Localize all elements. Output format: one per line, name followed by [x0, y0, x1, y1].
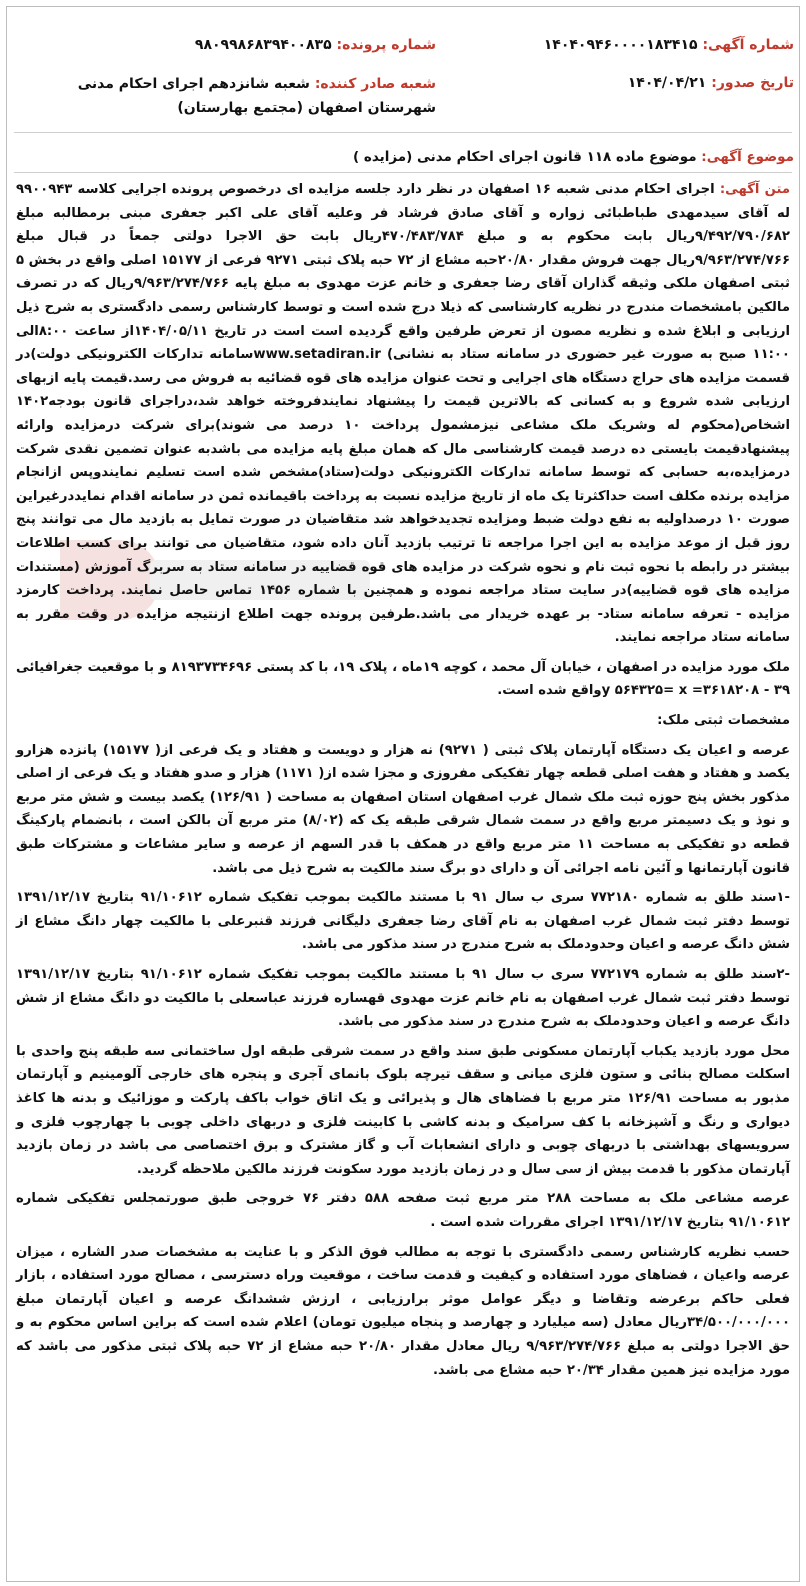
body-paragraph-area: عرصه مشاعی ملک به مساحت ۲۸۸ متر مربع ثبت صفحه ۵۸۸ دفتر ۷۶ خروجی طبق صورتمجلس تفکیکی شماره ۹۱/۱۰۶۱۲ بتاریخ ۱۳۹۱/۱۲/۱۷ اجرای مقررات شده است . [16, 1191, 791, 1230]
notice-number [544, 34, 794, 56]
notice-subject [353, 146, 794, 168]
body-paragraph-deed-2: -۲سند طلق به شماره ۷۷۲۱۷۹ سری ب سال ۹۱ با مستند مالکیت بموجب تفکیک شماره ۹۱/۱۰۶۱۲ بتاریخ ۱۳۹۱/۱۲/۱۷ توسط دفتر ثبت شمال غرب اصفهان به نام خانم عزت مهدوی قهساره فرزند عباسعلی با مالکیت دو دانگ مشاع از شش دانگ عرصه و اعیان وحدودملک به شرح مندرج در سند مذکور می باشد. [16, 967, 790, 1030]
issue-date-value: ۱۴۰۴/۰۴/۲۱ [627, 75, 707, 91]
notice-number-label: شماره آگهی: [702, 37, 794, 53]
subject-label: موضوع آگهی: [701, 149, 794, 165]
text-label: متن آگهی: [719, 182, 790, 197]
issuer-value: شعبه شانزدهم اجرای احکام مدنی شهرستان اصفهان (مجتمع بهارستان) [77, 76, 436, 116]
divider [14, 132, 792, 133]
issue-date [628, 72, 794, 94]
body-paragraph-appraisal: حسب نظریه کارشناس رسمی دادگستری با توجه به مطالب فوق الذکر و با عنایت به مشخصات صدر الشاره ، میزان عرصه واعیان ، فضاهای مورد استفاده و کیفیت و قدمت ساخت ، موقعیت وراه دسترسی ، مصالح مورد استفاده ، بازار فعلی حاکم برعرضه وتقاضا و دیگر عوامل موثر برارزیابی ، ارزش ششدانگ عرصه و اعیان آپارتمان مبلغ ۳۴/۵۰۰/۰۰۰/۰۰۰ریال معادل (سه میلیارد و چهارصد و پنجاه میلیون تومان) اعلام شده است که براین اساس محکوم به و حق الاجرا دولتی به مبلغ ۹/۹۶۳/۲۷۴/۷۶۶ ریال معادل مقدار ۲۰/۸۰ حبه مشاع از ۷۲ حبه پلاک ثبتی مذکور می باشد که مورد مزایده نیز همین مقدار ۲۰/۳۴ حبه مشاع می باشد. [16, 1244, 790, 1378]
divider [14, 172, 792, 173]
case-number-value: ۹۸۰۹۹۸۶۸۳۹۴۰۰۸۳۵ [194, 37, 332, 53]
notice-number-value: ۱۴۰۴۰۹۴۶۰۰۰۰۱۸۳۴۱۵ [543, 37, 698, 53]
case-number [195, 34, 436, 56]
subject-value: موضوع ماده ۱۱۸ قانون اجرای احکام مدنی (مزایده ) [353, 149, 697, 165]
body-paragraph-visit: محل مورد بازدید یکباب آپارتمان مسکونی طبق سند واقع در سمت شرقی طبقه اول ساختمانی سه طبقه پنج واحدی با اسکلت مصالح بنائی و ستون فلزی میانی و سقف تیرچه بلوک بانمای آجری و پنجره های خارجی آلومینیم و آپارتمان مذبور به مساحت ۱۲۶/۹۱ متر مربع با فضاهای هال و پذیرائی و یک اتاق خواب باکف پارکت و موزائیک و بدنه ها کاغذ دیواری و رنگ و آشپزخانه با کف سرامیک و بدنه کاشی با کابینت فلزی و دربهای داخلی چوبی با چهارچوب فلزی و سرویسهای بهداشتی با دربهای چوبی و دارای انشعابات آب و گاز مشترک و برق اختصاصی می باشد در زمان بازدید آپارتمان مذکور با قدمت بیش از سی سال و در زمان بازدید مورد سکونت فرزند مالکین ملاحظه گردید. [16, 1043, 790, 1177]
issuer-label: شعبه صادر کننده: [314, 76, 436, 92]
body-paragraph-registry: عرصه و اعیان یک دستگاه آپارتمان پلاک ثبتی ( ۹۲۷۱) نه هزار و دویست و هفتاد و یک فرعی از( ۱۵۱۷۷) پانزده هزارو یکصد و هفتاد و هفت اصلی قطعه چهار تفکیکی مفروزی و مجزا شده از( ۱۱۷۱) هزار و صدو هفتاد و یک فرعی از اصلی مذکور بخش پنج حوزه ثبت ملک شمال غرب اصفهان استان اصفهان به مساحت ( ۱۲۶/۹۱) یکصد بیست و شش متر مربع و نوذ و یک دسیمتر مربع واقع در سمت شمال شرقی طبقه یک که (۸/۰۲) متر مربع آن بالکن است ، بانضمام پارکینگ قطعه دو تفکیکی به مساحت ۱۱ متر مربع واقع در همکف با قدر السهم از عرصه و سایر مشاعات و مشترکات طبق قانون آپارتمانها و آئین نامه اجرائی آن و دارای دو برگ سند مالکیت به شرح ذیل می باشد. [16, 742, 791, 876]
case-number-label: شماره پرونده: [336, 37, 436, 53]
notice-body [16, 178, 790, 1388]
issue-date-label: تاریخ صدور: [711, 75, 794, 91]
issuer [16, 72, 436, 120]
body-paragraph-deed-1: -۱سند طلق به شماره ۷۷۲۱۸۰ سری ب سال ۹۱ با مستند مالکیت بموجب تفکیک شماره ۹۱/۱۰۶۱۲ بتاریخ ۱۳۹۱/۱۲/۱۷ توسط دفتر ثبت شمال غرب اصفهان به نام آقای رضا جعفری دلیگانی فرزند قنبرعلی با مالکیت چهار دانگ مشاع از شش دانگ عرصه و اعیان وحدودملک به شرح مندرج در سند مذکور می باشد. [16, 890, 790, 953]
body-paragraph-main [16, 178, 790, 650]
paragraph-text: اجرای احکام مدنی شعبه ۱۶ اصفهان در نظر دارد جلسه مزایده ای درخصوص پرونده اجرایی کلاسه ۹۹۰۰۹۴۳ له آقای سیدمهدی طباطبائی زواره و آقای صادق فرشاد فر وعلیه آقای علی اکبر جعفری مبنی برمطالبه مبلغ ۹/۴۹۲/۷۹۰/۶۸۲ریال بابت محکوم به و مبلغ ۴۷۰/۴۸۳/۷۸۴ریال بابت حق الاجرا دولتی جمعاً در قبال مبلغ ۹/۹۶۳/۲۷۴/۷۶۶ریال جهت فروش مقدار ۲۰/۸۰حبه مشاع از ۷۲ حبه پلاک ثبتی ۹۲۷۱ فرعی از ۱۵۱۷۷ اصلی واقع در بخش ۵ ثبتی اصفهان ملکی وثیقه گذاران آقای رضا جعفری و خانم عزت مهدوی به مبلغ پایه ۹/۹۶۳/۲۷۴/۷۶۶ریال که در تصرف مالکین بامشخصات مندرج در نظریه کارشناسی که ذیلا درج شده است و توسط کارشناس رسمی دادگستری به شرح ذیل ارزیابی و ابلاغ شده و نظریه مصون از تعرض طرفین واقع گردیده است است در تاریخ ۱۴۰۴/۰۵/۱۱از ساعت ۸:۰۰الی ۱۱:۰۰ صبح به صورت غیر حضوری در سامانه ستاد به نشانی) www.setadiran.irسامانه تدارکات الکترونیکی دولت)در قسمت مزایده های حراج دستگاه های اجرایی و تحت عنوان مزایده های قوه قضائیه به فروش می رسد.قیمت پایه ازبهای ارزیابی شده شروع و به کسانی که بالاترین قیمت را پیشنهاد نمایندفروخته خواهد شد،دراجرای قانون بودجه۱۴۰۲ اشخاص(محکوم له وشریک ملک مشاعی نیزمشمول پرداخت ۱۰ درصد می شوند)برای شرکت درمزایده وارائه پیشنهادقیمت بایستی ده درصد قیمت کارشناسی مال که همان مبلغ پایه مزایده می باشدبه عنوان تضمین نقدی شرکت درمزایده،به حسابی که توسط سامانه تدارکات الکترونیکی دولت(ستاد)مشخص شده است تسلیم نمایندوپس ازانجام مزایده برنده مکلف است حداکثرتا یک ماه از تاریخ مزایده نسبت به پرداخت باقیمانده ثمن در سامانه اقدام نمایددرغیراین صورت ۱۰ درصداولیه به نفع دولت ضبط ومزایده تجدیدخواهد شد متقاضیان در صورت تمایل به بازدید مال می توانند پنج روز قبل از موعد مزایده به این اجرا مراجعه تا ترتیب بازدید آنان داده شود، متقاضیان می توانند برای کسب اطلاعات بیشتر در رابطه با نحوه ثبت نام و نحوه شرکت در مزایده های قوه قضاییه در سامانه ستاد به سربرگ آموزش (مستندات مزایده های قوه قضاییه)در سایت ستاد مراجعه نموده و همچنین با شماره ۱۴۵۶ تماس حاصل نمایند. پرداخت کارمزد مزایده - تعرفه سامانه ستاد- بر عهده خریدار می باشد.طرفین پرونده جهت اطلاع ازنتیجه مزایده در وقت مقرر به سامانه ستاد مراجعه نمایند. [16, 182, 791, 646]
body-paragraph-location: ملک مورد مزایده در اصفهان ، خیابان آل محمد ، کوچه ۱۹ماه ، پلاک ۱۹، با کد پستی ۸۱۹۳۷۳۴۶۹۶ و با موقعیت جغرافیائی ۳۹ - ۳۶۱۸۲۰۸= y ۵۶۴۳۲۵= xواقع شده است. [16, 659, 790, 699]
body-paragraph-heading: مشخصات ثبتی ملک: [657, 713, 790, 729]
